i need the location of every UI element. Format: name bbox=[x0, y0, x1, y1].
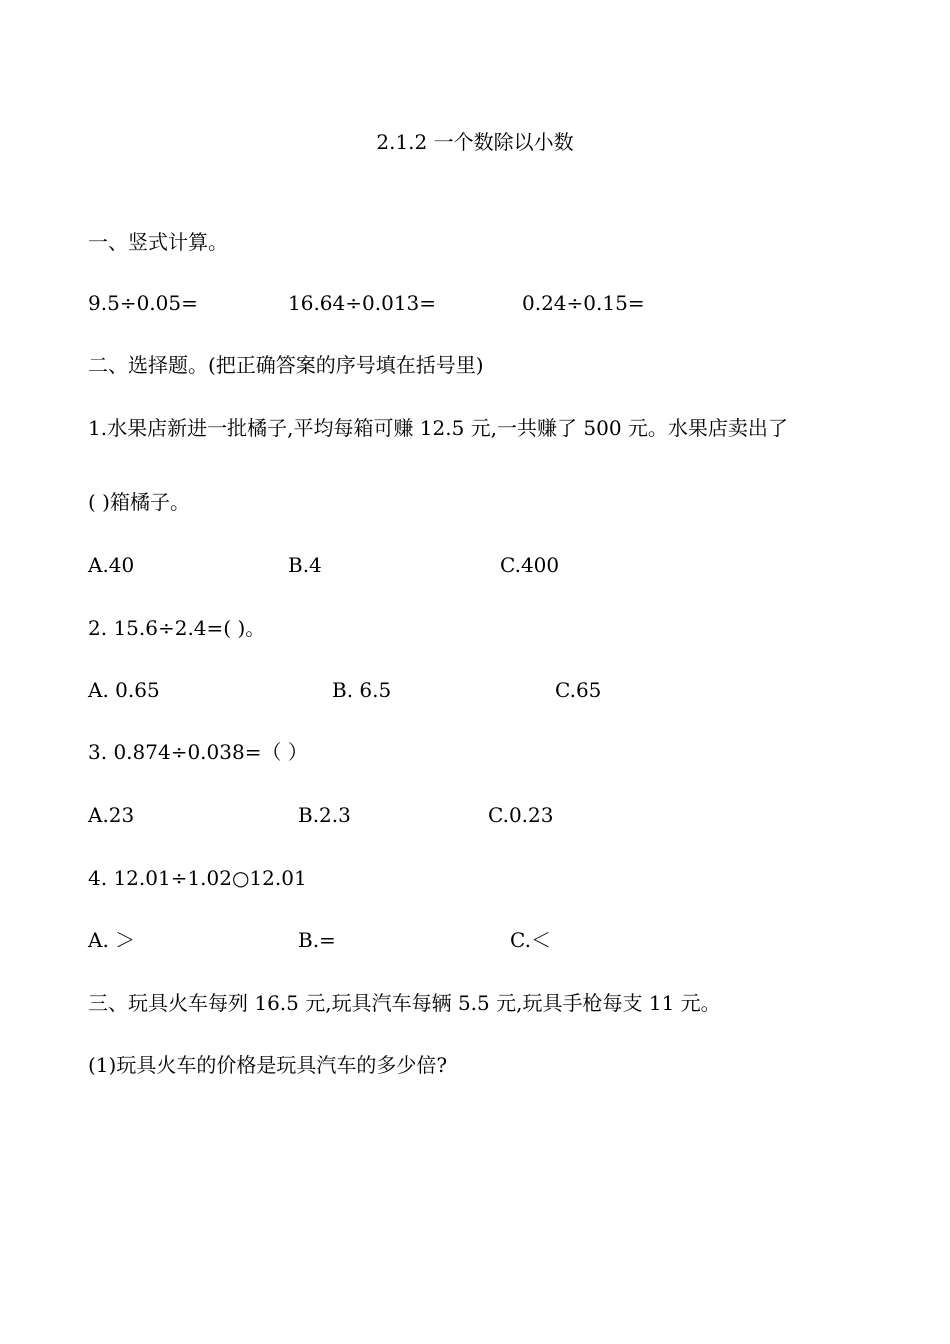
q4-option-a: A. ＞ bbox=[88, 928, 136, 952]
problem-1: 9.5÷0.05= bbox=[88, 291, 198, 315]
q1-option-c: C.400 bbox=[500, 553, 560, 577]
q2-option-c: C.65 bbox=[555, 678, 602, 702]
section2-heading: 二、选择题。(把正确答案的序号填在括号里) bbox=[88, 353, 484, 377]
section3-sub1: (1)玩具火车的价格是玩具汽车的多少倍? bbox=[88, 1053, 448, 1077]
q1-line2: ( )箱橘子。 bbox=[88, 490, 190, 514]
problem-3: 0.24÷0.15= bbox=[522, 291, 645, 315]
q3-option-c: C.0.23 bbox=[488, 803, 554, 827]
section1-heading: 一、竖式计算。 bbox=[88, 230, 228, 254]
q1-line1: 1.水果店新进一批橘子,平均每箱可赚 12.5 元,一共赚了 500 元。水果店卖出了 bbox=[88, 416, 788, 440]
q3-option-b: B.2.3 bbox=[298, 803, 351, 827]
q4-text: 4. 12.01÷1.02○12.01 bbox=[88, 866, 307, 890]
q2-option-a: A. 0.65 bbox=[88, 678, 160, 702]
q4-option-b: B.= bbox=[298, 928, 336, 952]
q3-option-a: A.23 bbox=[88, 803, 135, 827]
q1-option-a: A.40 bbox=[88, 553, 135, 577]
page-title: 2.1.2 一个数除以小数 bbox=[376, 130, 574, 154]
q3-text: 3. 0.874÷0.038=（ ） bbox=[88, 740, 308, 764]
section3-heading: 三、玩具火车每列 16.5 元,玩具汽车每辆 5.5 元,玩具手枪每支 11 元。 bbox=[88, 991, 721, 1015]
q4-option-c: C.＜ bbox=[510, 928, 551, 952]
problem-2: 16.64÷0.013= bbox=[288, 291, 437, 315]
q2-option-b: B. 6.5 bbox=[332, 678, 392, 702]
q1-option-b: B.4 bbox=[288, 553, 322, 577]
q2-text: 2. 15.6÷2.4=( )。 bbox=[88, 616, 266, 640]
